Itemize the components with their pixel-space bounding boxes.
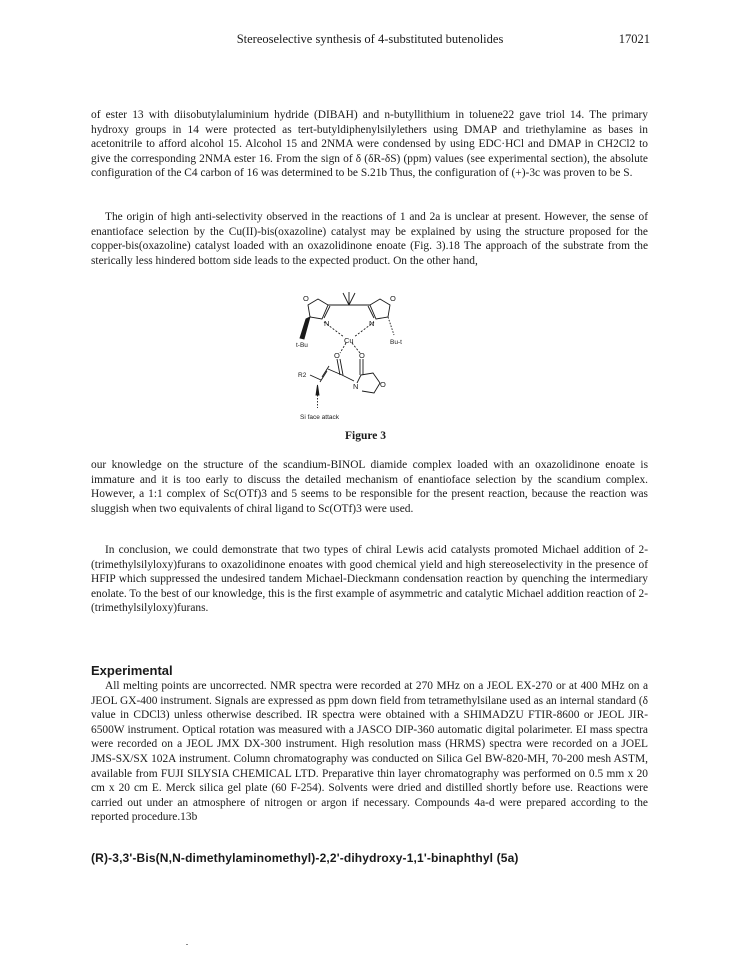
- scan-speck: [186, 944, 188, 945]
- paragraph-5: All melting points are uncorrected. NMR spectra were recorded at 270 MHz on a JEOL EX-270 or at 400 MHz on a JEOL GX-400 instrument. Signals are expressed as ppm down field from tetramethylsilane used as an internal standard (δ value in CDCl3) unless otherwise described. IR spectra were obtained with a SHIMADZU FTIR-8600 or JEOL JIR-6500W instrument. Optical rotation was measured with a JASCO DIP-360 automatic digital polarimeter. EI mass spectra were recorded on a JEOL JMX DX-300 instrument. High resolution mass (HRMS) spectra were recorded on a JOEL JMS-SX/SX 102A instrument. Column chromatography was conducted on Silica Gel BW-820-MH, 70-200 mesh ASTM, available from FUJI SILYSIA CHEMICAL LTD. Preparative thin layer chromatography was performed on 0.5 mm x 20 cm x 20 cm E. Merck silica gel plate (60 F-254). Solvents were dried and distilled shortly before use. Reactions were carried out under an atmosphere of nitrogen or argon if necessary. Compounds 4a-d were prepared according to the reported procedure.13b: [91, 680, 648, 824]
- mol-label-si-face-attack: Si face attack: [300, 414, 340, 421]
- mol-label-o-carbonyl-left: O: [334, 351, 340, 360]
- compound-heading: (R)-3,3'-Bis(N,N-dimethylaminomethyl)-2,2'-dihydroxy-1,1'-binaphthyl (5a): [91, 851, 519, 865]
- mol-label-cu: Cu: [344, 336, 354, 345]
- mol-label-n-left: N: [324, 319, 330, 328]
- mol-label-n-right: N: [369, 319, 375, 328]
- running-title: Stereoselective synthesis of 4-substituted butenolides: [236, 32, 504, 46]
- paragraph-3: our knowledge on the structure of the scandium-BINOL diamide complex loaded with an oxazolidinone enoate is immature and it is too early to discuss the detailed mechanism of enantioface selection by the scandium complex. However, a 1:1 complex of Sc(OTf)3 and 5 seems to be responsible for the present reaction, because the reaction was sluggish when two equivalents of chiral ligand to Sc(OTf)3 were used.: [91, 459, 648, 515]
- page-number: 17021: [618, 32, 650, 46]
- paragraph-1: of ester 13 with diisobutylaluminium hydride (DIBAH) and n-butyllithium in toluene22 gave triol 14. The primary hydroxy groups in 14 were protected as tert-butyldiphenylsilylethers using DMAP and triethylamine as bases in acetonitrile to afford alcohol 15. Alcohol 15 and 2NMA were condensed by using EDC·HCl and DMAP in CH2Cl2 to give the corresponding 2NMA ester 16. From the sign of δ (δR-δS) (ppm) values (see experimental section), the absolute configuration of the C4 carbon of 16 was determined to be S.21b Thus, the configuration of (+)-3c was proven to be S.: [91, 109, 648, 180]
- running-header: [90, 32, 650, 52]
- section-heading: Experimental: [91, 663, 173, 678]
- mol-label-o-right: O: [390, 294, 396, 303]
- mol-label-o-left: O: [303, 294, 309, 303]
- mol-label-n-oxazolidinone: N: [353, 382, 359, 391]
- mol-label-tbu-left: t-Bu: [296, 342, 308, 349]
- paragraph-4: In conclusion, we could demonstrate that two types of chiral Lewis acid catalysts promoted Michael addition of 2-(trimethylsilyloxy)furans to oxazolidinone enoates with good chemical yield and high stereoselectivity in the presence of HFIP which suppressed the undesired tandem Michael-Dieckmann condensation reaction by quenching the intermediary enolate. To the best of our knowledge, this is the first example of asymmetric and catalytic Michael addition reaction of 2-(trimethylsilyloxy)furans.: [91, 544, 648, 615]
- mol-label-o-carbonyl-right: O: [359, 351, 365, 360]
- mol-label-tbu-right: Bu-t: [390, 339, 402, 346]
- mol-label-o-oxazolidinone: O: [380, 380, 386, 389]
- mol-label-r2: R2: [298, 372, 307, 379]
- paragraph-2: The origin of high anti-selectivity observed in the reactions of 1 and 2a is unclear at present. However, the sense of enantioface selection by the Cu(II)-bis(oxazoline) catalyst may be explained by using the structure proposed for the copper-bis(oxazoline) catalyst loaded with an oxazolidinone enoate (Fig. 3).18 The approach of the substrate from the sterically less hindered bottom side leads to the expected product. On the other hand,: [91, 211, 648, 267]
- figure-3-structure: [270, 283, 430, 443]
- figure-caption: Figure 3: [345, 430, 386, 442]
